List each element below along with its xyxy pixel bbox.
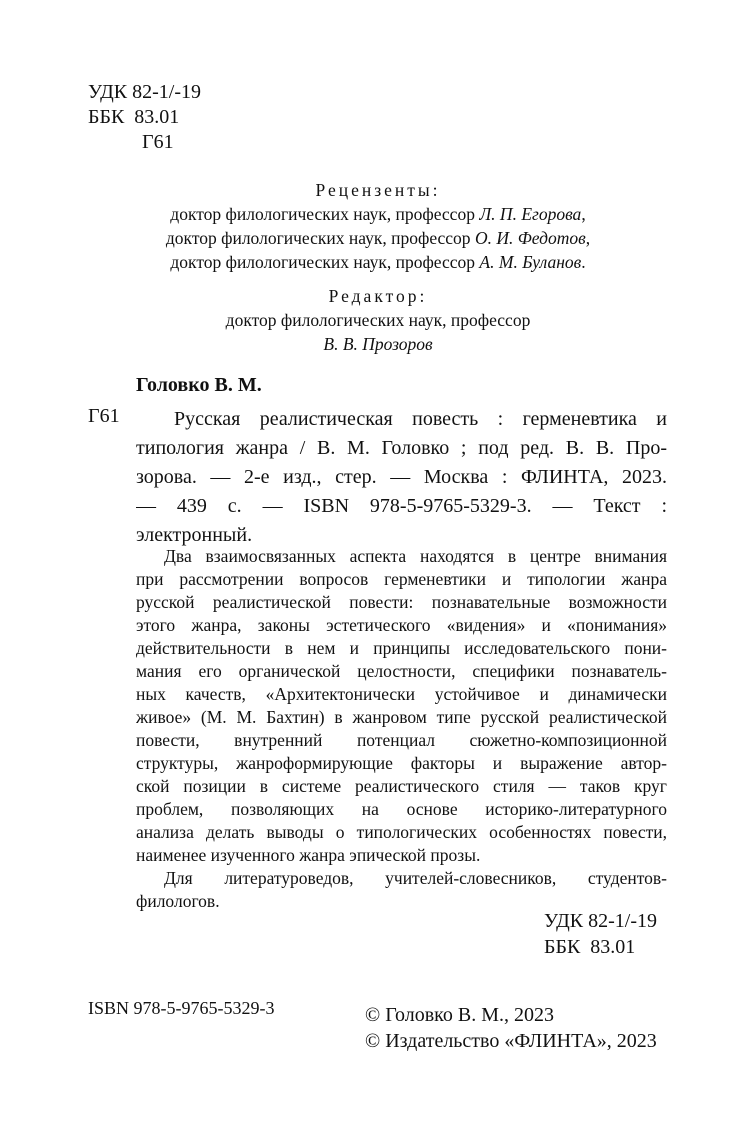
reviewer-name: Л. П. Егорова	[479, 204, 582, 224]
bib-line: — 439 с. — ISBN 978-5-9765-5329-3. — Текст :	[136, 495, 667, 517]
abstract-line: наименее изученного жанра эпической прозы.	[136, 845, 481, 865]
udk-code: УДК 82-1/-19	[544, 910, 657, 932]
editor-title: доктор филологических наук, профессор	[225, 310, 531, 330]
abstract-line: русской реалистической повести: познавательные возможности	[136, 592, 667, 612]
bib-line: типология жанра / В. М. Головко ; под ред. В. В. Про-	[136, 437, 667, 459]
abstract-line: живое» (М. М. Бахтин) в жанровом типе русской реалистической	[136, 707, 667, 727]
abstract-line: мания его органической целостности, специфики познаватель-	[136, 661, 667, 681]
abstract-line: повести, внутренний потенциал сюжетно-композиционной	[136, 730, 667, 750]
bibliographic-description	[136, 405, 667, 550]
reviewer-punct: ,	[585, 228, 591, 248]
reviewer-name: О. И. Федотов	[474, 228, 586, 248]
abstract-line: ской позиции в системе реалистического стиля — таков круг	[136, 776, 667, 796]
abstract-line: при рассмотрении вопросов герменевтики и типологии жанра	[136, 569, 667, 589]
author-mark: Г61	[142, 131, 174, 153]
abstract-line: Два взаимосвязанных аспекта находятся в центре внимания	[164, 546, 667, 566]
bib-line: электронный.	[136, 524, 253, 546]
udk-code: УДК 82-1/-19	[88, 81, 201, 103]
abstract-line: Для литературоведов, учителей-словесников, студентов-	[164, 868, 667, 888]
entry-mark: Г61	[88, 405, 120, 427]
abstract-line: проблем, позволяющих на основе историко-литературного	[136, 799, 667, 819]
entry-author: Головко В. М.	[136, 374, 262, 396]
reviewer-name: А. М. Буланов	[479, 252, 582, 272]
abstract-line: действительности в нем и принципы исследовательского пони-	[136, 638, 667, 658]
abstract-line: анализа делать выводы о типологических особенностях повести,	[136, 822, 667, 842]
bbk-code: ББК 83.01	[544, 936, 636, 958]
bottom-classification-codes	[544, 908, 657, 960]
reviewer-title: доктор филологических наук, профессор	[170, 204, 480, 224]
abstract-line: структуры, жанроформирующие факторы и выражение автор-	[136, 753, 667, 773]
copyright-author: © Головко В. М., 2023	[365, 1004, 554, 1026]
editor-name: В. В. Прозоров	[323, 334, 433, 354]
reviewer-line	[88, 250, 668, 274]
isbn: ISBN 978-5-9765-5329-3	[88, 998, 275, 1018]
reviewer-title: доктор филологических наук, профессор	[165, 228, 475, 248]
reviewer-punct: .	[581, 252, 586, 272]
bbk-code: ББК 83.01	[88, 106, 180, 128]
bib-line: Русская реалистическая повесть : герменевтика и	[174, 408, 667, 430]
editor-block	[88, 284, 668, 356]
reviewer-line	[88, 202, 668, 226]
reviewer-punct: ,	[581, 204, 586, 224]
copyright-publisher: © Издательство «ФЛИНТА», 2023	[365, 1030, 657, 1052]
abstract-line: ных качеств, «Архитектонически устойчивое и динамически	[136, 684, 667, 704]
editor-heading: Редактор:	[328, 286, 428, 306]
abstract-line: этого жанра, законы эстетического «видения» и «понимания»	[136, 615, 667, 635]
abstract	[136, 545, 667, 913]
reviewer-line	[88, 226, 668, 250]
bib-line: зорова. — 2-е изд., стер. — Москва : ФЛИНТА, 2023.	[136, 466, 667, 488]
abstract-line: филологов.	[136, 891, 220, 911]
top-classification-codes	[88, 80, 201, 155]
reviewers-block	[88, 178, 668, 274]
copyright-block	[365, 1002, 657, 1054]
reviewer-title: доктор филологических наук, профессор	[170, 252, 480, 272]
reviewers-heading: Рецензенты:	[315, 180, 441, 200]
